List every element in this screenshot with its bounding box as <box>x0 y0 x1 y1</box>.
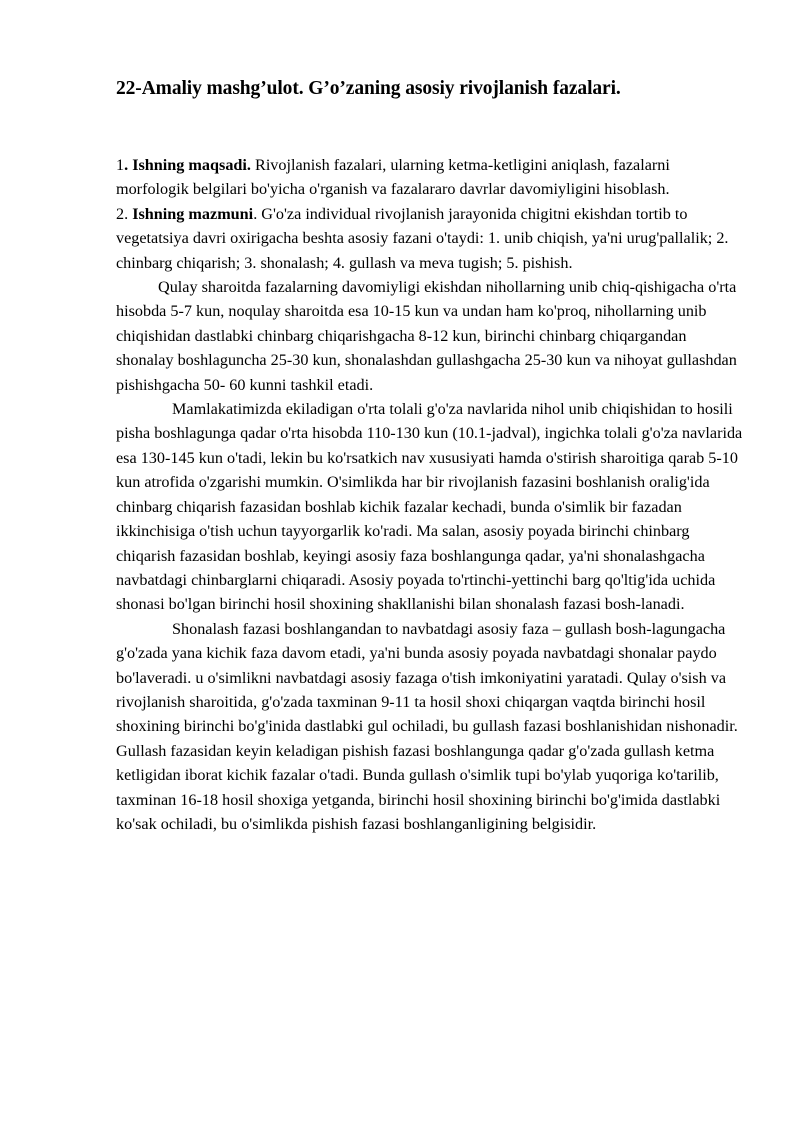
section-number: 2. <box>116 204 133 223</box>
section-number: 1 <box>116 156 125 174</box>
paragraph: Mamlakatimizda ekiladigan o'rta tolali g'o'za navlarida nihol unib chiqishidan to hosili pisha boshlagunga qadar o'rta hisobda 110-130 kun (10.1-jadval), ingichka tolali g'o'za navlarida esa 130-145 kun o'tadi, lekin bu ko'rsatkich nav xususiyati hamda o'stirish sharoitiga qarab 5-10 kun atrofida o'zgarishi mumkin. O'simlikda har bir rivojlanish fazasini boshlanish oralig'ida chinbarg chiqarish fazasidan boshlab kichik fazalar kechadi, bunda o'simlik bir fazadan ikkinchisiga o'tish uchun tayyorgarlik ko'radi. Ma salan, asosiy poyada birinchi chinbarg chiqarish fazasidan boshlab, keyingi asosiy faza boshlangunga qadar, ya'ni shonalashgacha navbatdagi chinbarglarni chiqaradi. Asosiy poyada to'rtinchi-yettinchi barg qo'ltig'ida uchida shonasi bo'lgan birinchi hosil shoxining shakllanishi bilan shonalash fazasi bosh-lanadi. <box>116 400 743 614</box>
section-heading: Ishning mazmuni <box>132 204 254 223</box>
paragraph: Shonalash fazasi boshlangandan to navbatdagi asosiy faza – gullash bosh-lagungacha g'o'zada yana kichik faza davom etadi, ya'ni bunda asosiy poyada navbatdagi shonalar paydo bo'laveradi. u o'simlikni navbatdagi asosiy fazaga o'tish imkoniyatini yaratadi. Qulay o'sish va rivojlanish sharoitida, g'o'zada taxminan 9-11 ta hosil shoxi chiqargan vaqtda birinchi hosil shoxining birinchi bo'g'inida dastlabki gul ochiladi, bu gullash fazasi boshlanishidan nishonadir. Gullash fazasidan keyin keladigan pishish fazasi boshlangunga qadar g'o'zada gullash ketma ketligidan iborat kichik fazalar o'tadi. Bunda gullash o'simlik tupi bo'ylab yuqoriga ko'tarilib, taxminan 16-18 hosil shoxiga yetganda, birinchi hosil shoxining birinchi bo'g'imida dastlabki ko'sak ochiladi, bu o'simlikda pishish fazasi boshlanganligining belgisidir. <box>116 619 738 833</box>
section-content <box>116 202 746 275</box>
section-text: . G'o'za individual rivojlanish jarayonida chigitni ekishdan tortib to vegetatsiya davri oxirigacha beshta asosiy fazani o'taydi: 1. unib chiqish, ya'ni urug'pallalik; 2. chinbarg chiqarish; 3. shonalash; 4. gullash va meva tugish; 5. pishish. <box>116 204 729 272</box>
section-heading: . Ishning maqsadi. <box>124 156 251 174</box>
document-body <box>116 153 746 836</box>
section-text: Rivojlanish fazalari, ularning ketma-ketligini aniqlash, fazalarni morfologik belgilari bo'yicha o'rganish va fazalararo davrlar davomiyligini hisoblash. <box>116 156 670 199</box>
section-purpose <box>116 153 746 202</box>
paragraph: Qulay sharoitda fazalarning davomiyligi ekishdan nihollarning unib chiq-qishigacha o'rta hisobda 5-7 kun, noqulay sharoitda esa 10-15 kun va undan ham ko'proq, nihollarning unib chiqishidan dastlabki chinbarg chiqarishgacha 8-12 kun, birinchi chinbarg chiqargandan shonalay boshlaguncha 25-30 kun, shonalashdan gullashgacha 25-30 kun va nihoyat gullashdan pishishgacha 50- 60 kunni tashkil etadi. <box>116 278 737 394</box>
page-title: 22-Amaliy mashg’ulot. G’o’zaning asosiy rivojlanish fazalari. <box>116 78 621 99</box>
